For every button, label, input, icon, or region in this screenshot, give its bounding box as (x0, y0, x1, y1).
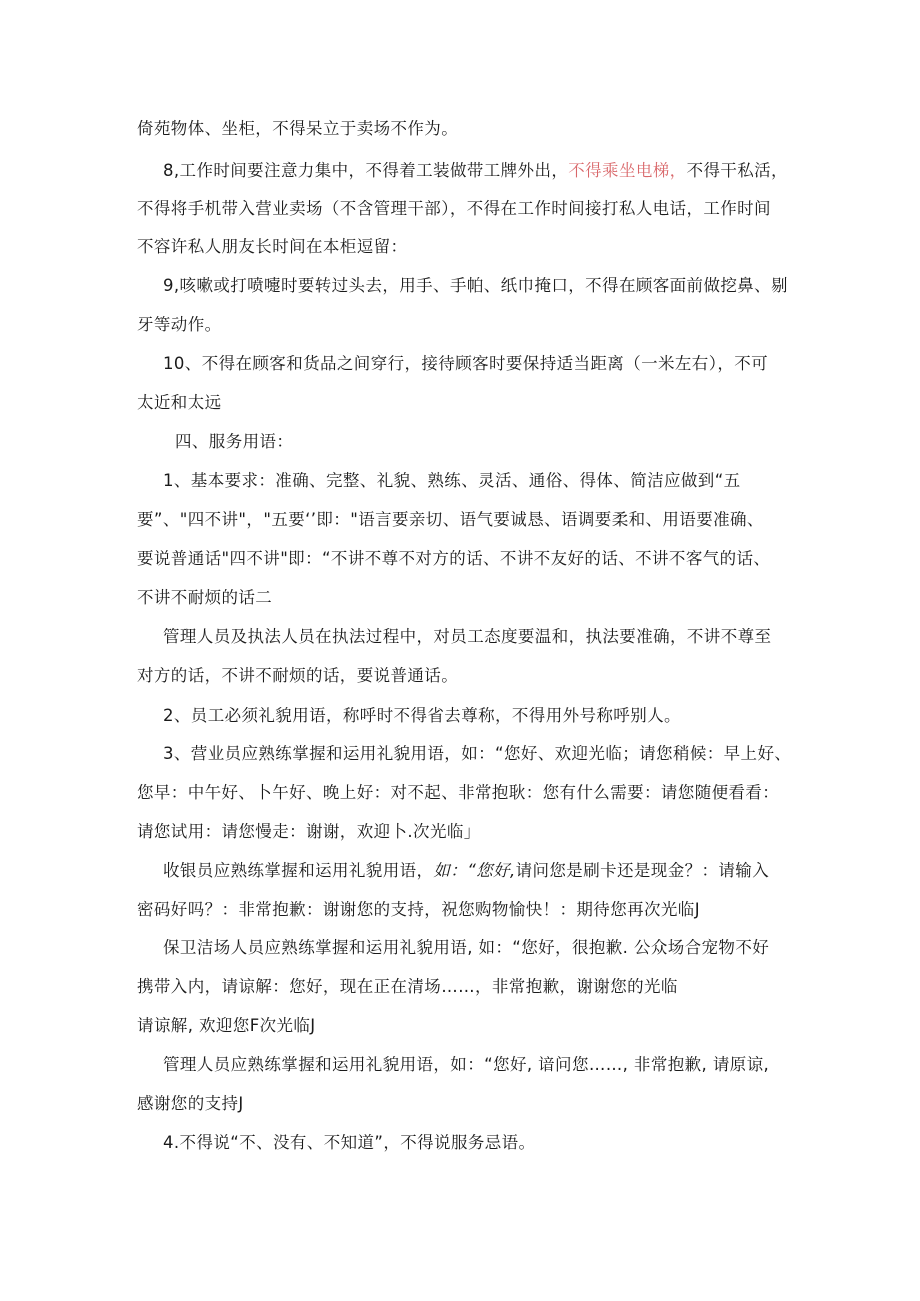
text-segment: 收银员应熟练掌握和运用礼貌用语， (163, 861, 434, 880)
text-line: 1、基本要求：准确、完整、礼貌、熟练、灵活、通俗、得体、简洁应做到“五 (163, 471, 741, 490)
text-line: 管理人员及执法人员在执法过程中，对员工态度要温和，执法要准确，不讲不尊至 (163, 627, 772, 646)
text-line: 不得将手机带入营业卖场（不含管理干部），不得在工作时间接打私人电话，工作时间 (137, 199, 771, 218)
text-line: 管理人员应熟练掌握和运用礼貌用语，如：“您好, 谙问您……, 非常抱歉, 请原谅, (163, 1055, 770, 1074)
text-segment: 不得干私活， (686, 161, 788, 180)
text-line: 太近和太远 (137, 393, 222, 412)
text-line (163, 160, 788, 182)
text-line: 对方的话，不讲不耐烦的话，要说普通话。 (137, 666, 459, 685)
text-line: 3、营业员应熟练掌握和运用礼貌用语，如：“您好、欢迎光临；请您稍候：早上好、 (163, 744, 792, 763)
text-line (163, 860, 769, 882)
text-line: 不容许私人朋友长时间在本柜逗留： (137, 237, 408, 256)
section-heading: 四、服务用语： (175, 432, 294, 451)
text-line: 请您试用：请您慢走：谢谢，欢迎卜.次光临」 (137, 822, 481, 841)
text-line: 2、员工必须礼貌用语，称呼时不得省去尊称，不得用外号称呼别人。 (163, 706, 681, 725)
text-line: 要说普通话"四不讲"即：“不讲不尊不对方的话、不讲不友好的话、不讲不客气的话、 (137, 549, 771, 568)
text-line: 感谢您的支持J (137, 1094, 244, 1113)
text-line: 9,咳嗽或打喷嚏时要转过头去，用手、手帕、纸巾掩口，不得在顾客面前做挖鼻、剔 (163, 276, 788, 295)
text-line: 您早：中午好、卜午好、晚上好：对不起、非常抱耿：您有什么需要：请您随便看看： (137, 783, 780, 802)
text-line: 要”、"四不讲"，"五要‘’即："语言要亲切、语气要诚恳、语调要柔和、用语要准确、 (137, 510, 764, 529)
highlighted-text: 不得乘坐电梯， (568, 161, 687, 180)
text-segment: 请问您是刷卡还是现金？：请输入 (515, 861, 770, 880)
text-line: 10、不得在顾客和货品之间穿行，接待顾客时要保持适当距离（一米左右），不可 (163, 354, 769, 373)
text-line: 倚苑物体、坐柜，不得呆立于卖场不作为。 (137, 119, 459, 138)
text-line: 牙等动作。 (137, 315, 222, 334)
text-segment: 8,工作时间要注意力集中，不得着工装做带工牌外出， (163, 161, 569, 180)
text-line: 保卫洁场人员应熟练掌握和运用礼貌用语, 如：“您好，很抱歉. 公众场合宠物不好 (163, 938, 770, 957)
text-line: 不讲不耐烦的话二 (137, 588, 273, 607)
text-line: 4.不得说“不、没有、不知道”，不得说服务忌语。 (163, 1133, 536, 1152)
text-line: 携带入内，请谅解：您好，现在正在清场……，非常抱歉，谢谢您的光临 (137, 977, 678, 996)
italic-text: 如：“您好, (433, 861, 516, 880)
text-line: 密码好吗？：非常抱歉：谢谢您的支持，祝您购物愉快！：期待您再次光临J (137, 900, 700, 919)
text-line: 请谅解, 欢迎您F次光临J (137, 1016, 316, 1035)
